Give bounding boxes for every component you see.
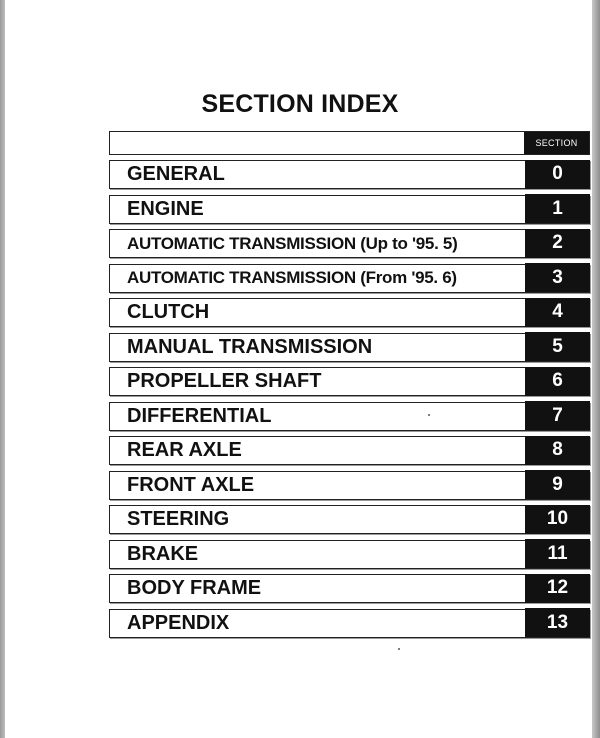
- section-name: BODY FRAME: [127, 577, 262, 599]
- section-number-tab: 5: [525, 332, 590, 361]
- scan-speck: [398, 648, 400, 650]
- section-row-propeller-shaft[interactable]: [109, 367, 590, 396]
- section-name: GENERAL: [127, 163, 225, 185]
- section-row-automatic-transmission-from-95-6[interactable]: [109, 264, 590, 293]
- section-number-tab: 6: [525, 367, 590, 396]
- index-header-row: [109, 131, 590, 155]
- section-name: REAR AXLE: [127, 439, 242, 461]
- scan-speck: [428, 414, 430, 416]
- section-row-front-axle[interactable]: [109, 471, 590, 500]
- section-number-tab: 9: [525, 470, 590, 499]
- section-number-tab: 7: [525, 401, 590, 430]
- section-name: PROPELLER SHAFT: [127, 370, 322, 392]
- section-row-steering[interactable]: [109, 505, 590, 534]
- section-number-tab: 3: [525, 263, 590, 292]
- section-number-tab: 10: [525, 505, 590, 534]
- section-row-body-frame[interactable]: [109, 574, 590, 603]
- section-row-manual-transmission[interactable]: [109, 333, 590, 362]
- section-name: AUTOMATIC TRANSMISSION (Up to '95. 5): [127, 233, 458, 253]
- section-number-tab: 4: [525, 298, 590, 327]
- section-name: CLUTCH: [127, 301, 210, 323]
- section-name: AUTOMATIC TRANSMISSION (From '95. 6): [127, 268, 457, 287]
- section-row-general[interactable]: [109, 160, 590, 189]
- section-name: FRONT AXLE: [127, 473, 255, 496]
- section-name: DIFFERENTIAL: [127, 404, 272, 427]
- section-row-automatic-transmission-up-to-95-5[interactable]: [109, 229, 590, 258]
- section-row-appendix[interactable]: [109, 609, 590, 638]
- section-name: ENGINE: [127, 197, 204, 220]
- section-number-tab: 0: [525, 160, 590, 189]
- section-name: MANUAL TRANSMISSION: [127, 335, 373, 358]
- section-number-tab: 1: [525, 194, 590, 223]
- section-name: BRAKE: [127, 542, 199, 565]
- section-number-tab: 11: [525, 539, 590, 568]
- section-row-engine[interactable]: [109, 195, 590, 224]
- section-number-tab: 8: [525, 436, 590, 465]
- section-name: STEERING: [127, 508, 230, 530]
- section-row-rear-axle[interactable]: [109, 436, 590, 465]
- section-row-brake[interactable]: [109, 540, 590, 569]
- section-number-tab: 12: [525, 574, 590, 603]
- section-column-header: SECTION: [524, 132, 589, 154]
- section-name: APPENDIX: [127, 611, 230, 634]
- section-number-tab: 2: [525, 229, 590, 258]
- section-row-clutch[interactable]: [109, 298, 590, 327]
- page-title: SECTION INDEX: [201, 90, 399, 118]
- section-row-differential[interactable]: [109, 402, 590, 431]
- section-number-tab: 13: [525, 608, 590, 637]
